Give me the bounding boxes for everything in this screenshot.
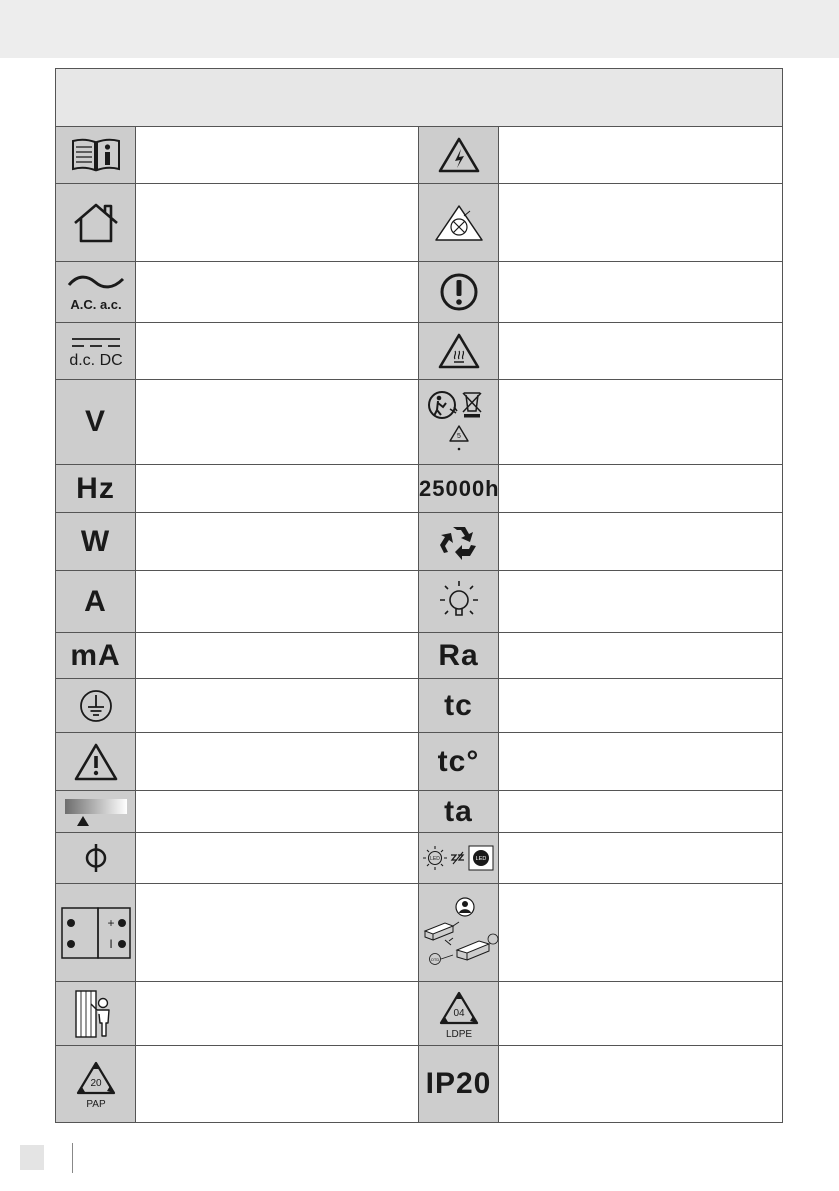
light-bulb-icon [419,571,499,633]
text-cell [136,571,419,633]
text-cell [499,733,783,791]
watt-unit-icon: W [56,513,136,571]
lifetime-hours-icon: 25000h [419,465,499,513]
ldpe-recycling-icon [419,982,499,1046]
disposal-triman-icon [419,380,499,465]
text-cell [499,633,783,679]
text-cell [136,1046,419,1123]
text-cell [499,571,783,633]
tc-temperature-icon: tc [419,679,499,733]
text-cell [136,513,419,571]
direct-current-icon [56,323,136,380]
electric-shock-warning-icon [419,127,499,184]
text-cell [136,679,419,733]
protection-class-icon [56,884,136,982]
svg-text:04: 04 [452,1007,465,1019]
svg-text:A.C. a.c.: A.C. a.c. [69,297,122,312]
text-cell [136,833,419,884]
pap-recycling-icon [56,1046,136,1123]
caution-warning-icon [56,733,136,791]
milliampere-unit-icon: mA [56,633,136,679]
ip20-protection-rating-icon: IP20 [419,1046,499,1123]
text-cell [136,884,419,982]
text-cell [499,982,783,1046]
text-cell [499,884,783,982]
text-cell [136,733,419,791]
svg-text:d.c. DC: d.c. DC [68,352,123,369]
dimmable-gradient-icon [56,791,136,833]
important-notice-icon [419,262,499,323]
text-cell [136,465,419,513]
text-cell [499,513,783,571]
tc-max-temperature-icon: tc° [419,733,499,791]
text-cell [136,633,419,679]
hertz-unit-icon: Hz [56,465,136,513]
led-not-replaceable-icon [419,833,499,884]
power-supply-replacement-icon [419,884,499,982]
text-cell [499,380,783,465]
text-cell [499,1046,783,1123]
child-safety-icon [56,982,136,1046]
volt-unit-icon: V [56,380,136,465]
svg-text:+: + [106,915,115,930]
text-cell [136,791,419,833]
text-cell [136,380,419,465]
text-cell [499,791,783,833]
recycling-icon [419,513,499,571]
svg-text:20: 20 [89,1078,102,1089]
hot-surface-warning-icon [419,323,499,380]
manual-info-icon [56,127,136,184]
text-cell [499,833,783,884]
svg-text:LED: LED [475,856,486,862]
text-cell [499,262,783,323]
alternating-current-icon [56,262,136,323]
text-cell [136,262,419,323]
text-cell [499,323,783,380]
svg-text:OTD: OTD [430,956,440,962]
text-cell [136,184,419,262]
luminous-flux-phi-icon [56,833,136,884]
top-band [0,0,839,58]
text-cell [499,127,783,184]
text-cell [136,323,419,380]
svg-text:LED: LED [429,856,440,862]
ampere-unit-icon: A [56,571,136,633]
page-divider [72,1143,73,1173]
text-cell [136,127,419,184]
protective-earth-icon [56,679,136,733]
indoor-use-house-icon [56,184,136,262]
svg-text:5: 5 [456,433,461,440]
svg-text:I: I [108,936,113,951]
no-direct-view-warning-icon [419,184,499,262]
text-cell [136,982,419,1046]
text-cell [499,679,783,733]
ta-ambient-temperature-icon: ta [419,791,499,833]
symbol-table [55,68,783,1123]
svg-text:LDPE: LDPE [445,1028,472,1040]
color-rendering-index-icon: Ra [419,633,499,679]
text-cell [499,184,783,262]
svg-text:PAP: PAP [85,1099,106,1110]
text-cell [499,465,783,513]
page-number-box [20,1145,44,1170]
table-header [56,69,783,127]
